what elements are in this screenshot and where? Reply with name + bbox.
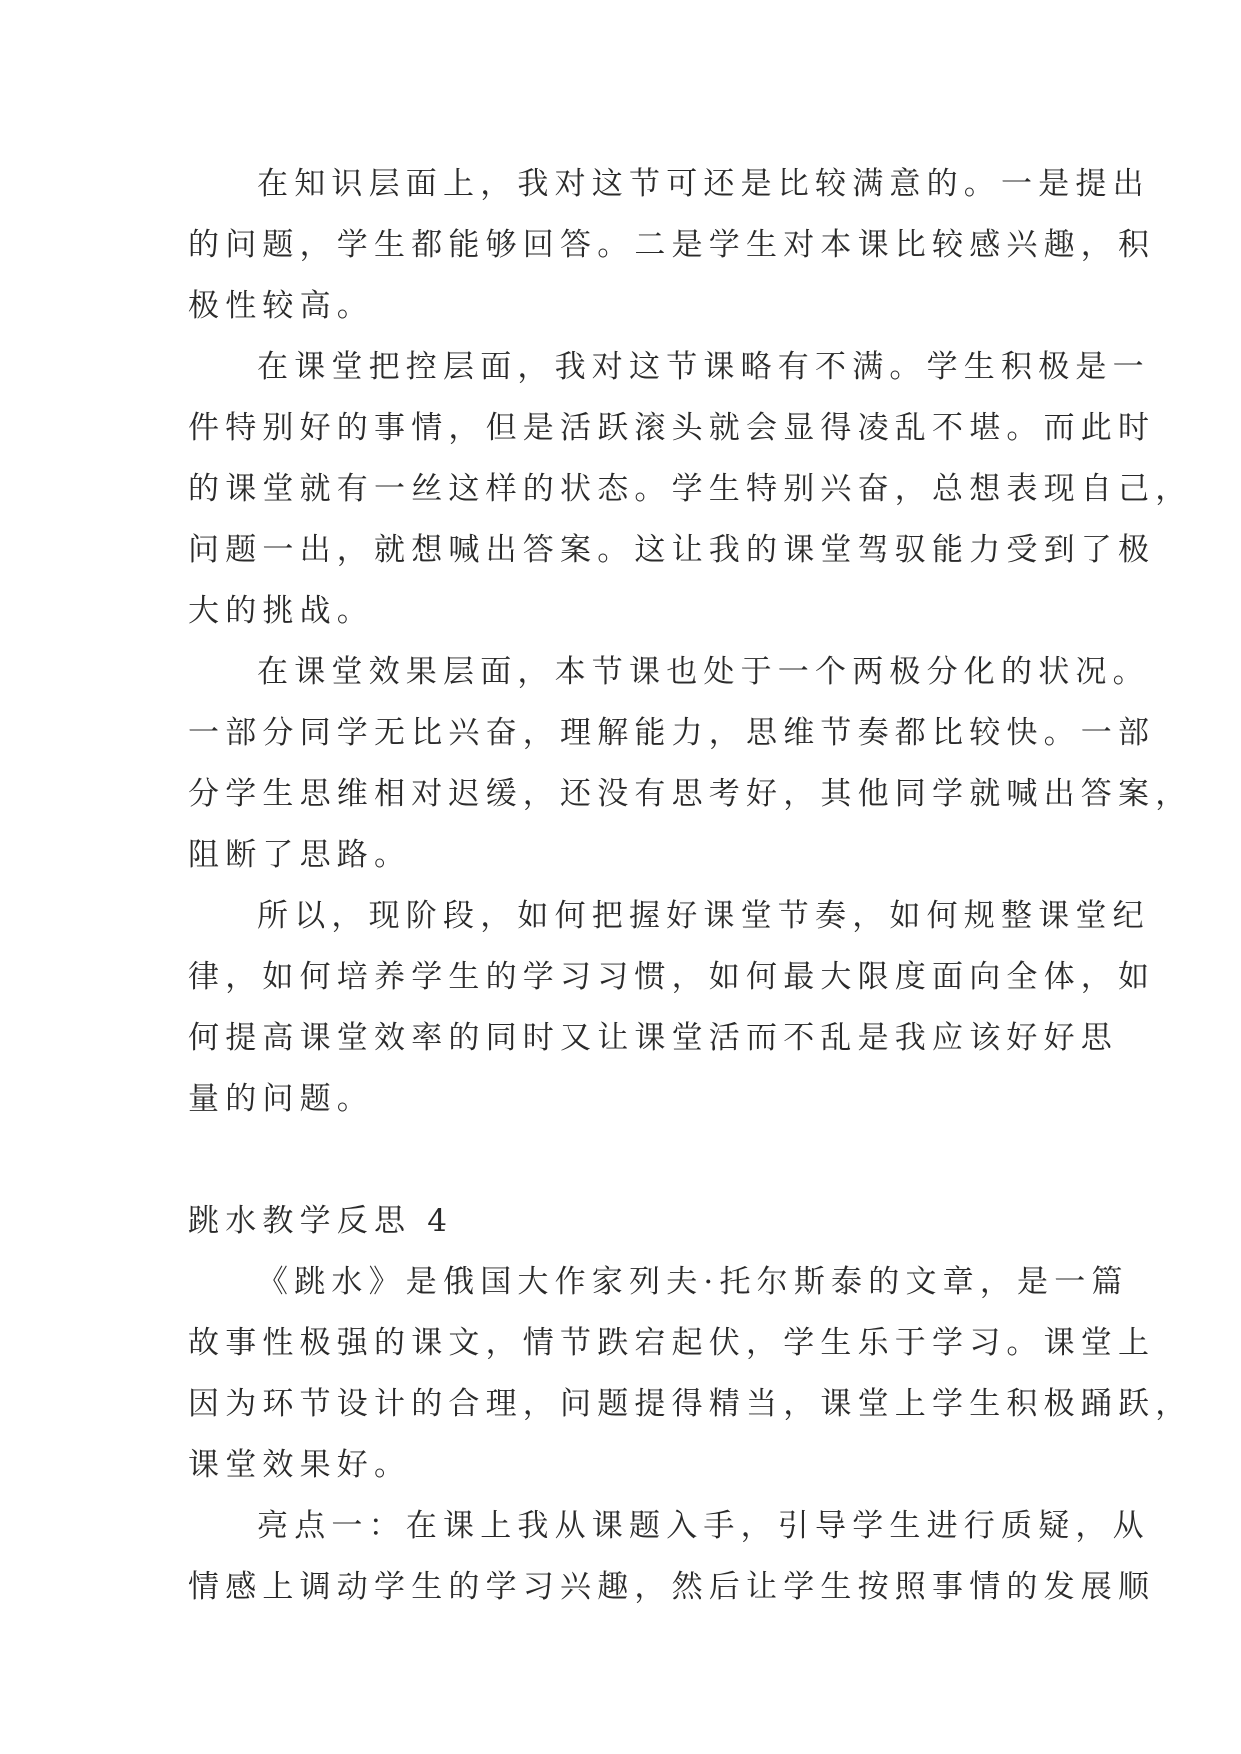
paragraph-line: 量的问题。 [188,1081,374,1117]
paragraph-line: 在课堂效果层面，本节课也处于一个两极分化的状况。 [257,654,1150,690]
paragraph-line: 在知识层面上，我对这节可还是比较满意的。一是提出 [257,166,1150,202]
paragraph-line: 《跳水》是俄国大作家列夫·托尔斯泰的文章，是一篇 [257,1264,1129,1300]
paragraph-line: 课堂效果好。 [188,1447,412,1483]
paragraph-line: 问题一出，就想喊出答案。这让我的课堂驾驭能力受到了极 [188,532,1156,568]
paragraph-line: 件特别好的事情，但是活跃滚头就会显得凌乱不堪。而此时 [188,410,1156,446]
paragraph-line: 的课堂就有一丝这样的状态。学生特别兴奋，总想表现自己， [188,471,1193,507]
paragraph-line: 极性较高。 [188,288,374,324]
paragraph-line: 律，如何培养学生的学习习惯，如何最大限度面向全体，如 [188,959,1156,995]
paragraph-line: 所以，现阶段，如何把握好课堂节奏，如何规整课堂纪 [257,898,1150,934]
paragraph-line: 何提高课堂效率的同时又让课堂活而不乱是我应该好好思 [188,1020,1118,1056]
paragraph-line: 情感上调动学生的学习兴趣，然后让学生按照事情的发展顺 [188,1569,1156,1605]
paragraph-line: 分学生思维相对迟缓，还没有思考好，其他同学就喊出答案， [188,776,1193,812]
paragraph-line: 因为环节设计的合理，问题提得精当，课堂上学生积极踊跃， [188,1386,1193,1422]
paragraph-line: 亮点一：在课上我从课题入手，引导学生进行质疑，从 [257,1508,1150,1544]
paragraph-line: 的问题，学生都能够回答。二是学生对本课比较感兴趣，积 [188,227,1156,263]
paragraph-line: 故事性极强的课文，情节跌宕起伏，学生乐于学习。课堂上 [188,1325,1156,1361]
paragraph-line: 在课堂把控层面，我对这节课略有不满。学生积极是一 [257,349,1150,385]
paragraph-line: 阻断了思路。 [188,837,412,873]
section-heading: 跳水教学反思 4 [188,1203,454,1239]
paragraph-line: 一部分同学无比兴奋，理解能力，思维节奏都比较快。一部 [188,715,1156,751]
paragraph-line: 大的挑战。 [188,593,374,629]
